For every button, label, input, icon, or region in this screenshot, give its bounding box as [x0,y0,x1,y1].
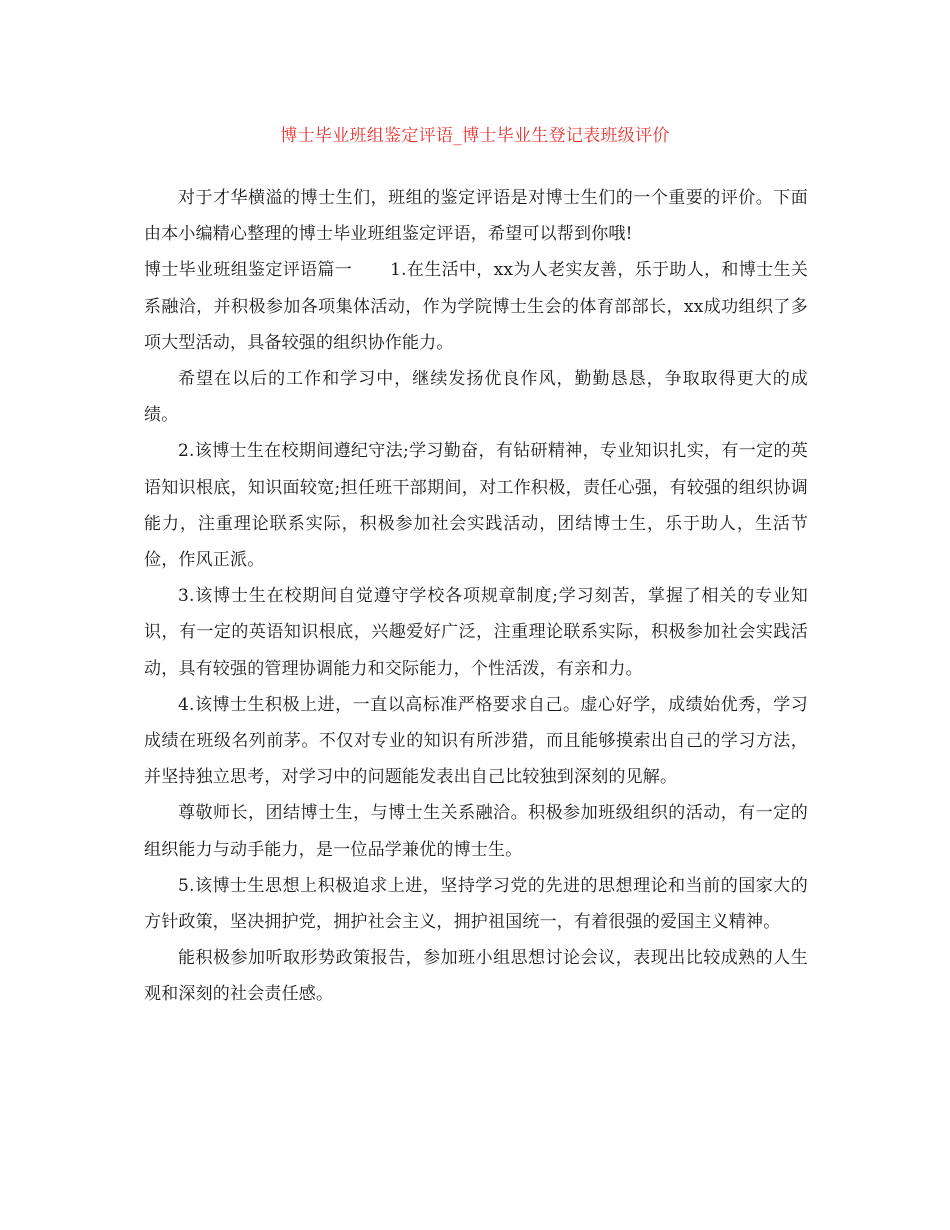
item-1-text: 1.在生活中，xx为人老实友善，乐于助人，和博士生关系融洽，并积极参加各项集体活动，作为学院博士生会的体育部部长，xx成功组织了多项大型活动，具备较强的组织协作能力。 [144,260,809,353]
document-title: 博士毕业班组鉴定评语_博士毕业生登记表班级评价 [280,126,670,146]
item-4-paragraph: 4.该博士生积极上进，一直以高标准严格要求自己。虚心好学，成绩始优秀，学习成绩在班级名列前茅。不仅对专业的知识有所涉猎，而且能够摸索出自己的学习方法，并坚持独立思考，对学习中的问题能发表出自己比较独到深刻的见解。 [144,694,808,788]
item-4-followup: 尊敬师长，团结博士生，与博士生关系融洽。积极参加班级组织的活动，有一定的组织能力与动手能力，是一位品学兼优的博士生。 [144,803,808,860]
section-heading: 博士毕业班组鉴定评语篇一 [144,260,353,281]
section-paragraph [144,252,808,361]
document-body [144,180,808,1013]
item-2-paragraph: 2.该博士生在校期间遵纪守法;学习勤奋，有钻研精神，专业知识扎实，有一定的英语知识根底，知识面较宽;担任班干部期间，对工作积极，责任心强，有较强的组织协调能力，注重理论联系实际，积极参加社会实践活动，团结博士生，乐于助人，生活节俭，作风正派。 [144,441,808,571]
intro-paragraph: 对于才华横溢的博士生们，班组的鉴定评语是对博士生们的一个重要的评价。下面由本小编精心整理的博士毕业班组鉴定评语，希望可以帮到你哦! [144,188,808,245]
item-1-followup: 希望在以后的工作和学习中，继续发扬优良作风，勤勤恳恳，争取取得更大的成绩。 [144,369,808,426]
item-5-followup: 能积极参加听取形势政策报告，参加班小组思想讨论会议，表现出比较成熟的人生观和深刻的社会责任感。 [144,948,808,1005]
item-5-paragraph: 5.该博士生思想上积极追求上进，坚持学习党的先进的思想理论和当前的国家大的方针政策，坚决拥护党，拥护社会主义，拥护祖国统一，有着很强的爱国主义精神。 [144,875,808,933]
item-3-paragraph: 3.该博士生在校期间自觉遵守学校各项规章制度;学习刻苦，掌握了相关的专业知识，有一定的英语知识根底，兴趣爱好广泛，注重理论联系实际，积极参加社会实践活动，具有较强的管理协调能力和交际能力，个性活泼，有亲和力。 [144,586,808,679]
